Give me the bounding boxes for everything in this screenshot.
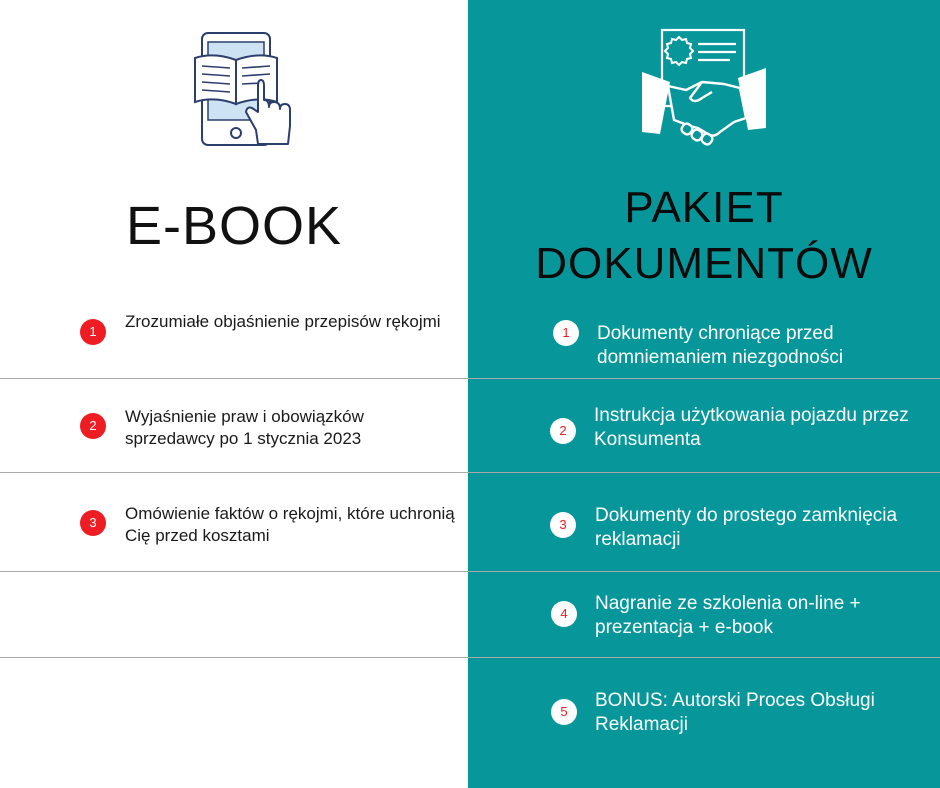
row-divider — [0, 472, 940, 473]
item-number-badge: 3 — [550, 512, 576, 538]
item-number-badge: 1 — [553, 320, 579, 346]
package-item-text: Dokumenty chroniące przed domniemaniem niezgodności — [597, 323, 844, 368]
item-number-badge: 3 — [80, 510, 106, 536]
row-divider — [0, 571, 940, 572]
ebook-item-text: Zrozumiałe objaśnienie przepisów rękojmi — [125, 312, 441, 331]
ebook-title: E-BOOK — [125, 196, 343, 256]
row-divider — [0, 657, 940, 658]
item-number-badge: 2 — [550, 418, 576, 444]
item-number-badge: 2 — [80, 413, 106, 439]
tablet-ebook-icon — [192, 30, 296, 148]
item-number-badge: 4 — [551, 601, 577, 627]
item-number-badge: 1 — [80, 319, 106, 345]
ebook-item-text: Wyjaśnienie praw i obowiązków sprzedawcy po 1 stycznia 2023 — [125, 407, 364, 448]
document-package-title — [468, 180, 940, 292]
ebook-item-text: Omówienie faktów o rękojmi, które uchronią Cię przed kosztami — [125, 504, 455, 545]
package-item-text: Dokumenty do prostego zamknięcia reklamacji — [595, 505, 898, 550]
document-package-title-line2: DOKUMENTÓW — [535, 239, 873, 288]
package-item-text: BONUS: Autorski Proces Obsługi Reklamacji — [595, 690, 875, 735]
document-package-title-line1: PAKIET — [624, 183, 784, 232]
package-item-text: Nagranie ze szkolenia on-line + prezentacja + e-book — [595, 593, 861, 638]
row-divider — [0, 378, 940, 379]
contract-handshake-icon — [640, 28, 768, 150]
item-number-badge: 5 — [551, 699, 577, 725]
package-item-text: Instrukcja użytkowania pojazdu przez Konsumenta — [594, 405, 909, 450]
